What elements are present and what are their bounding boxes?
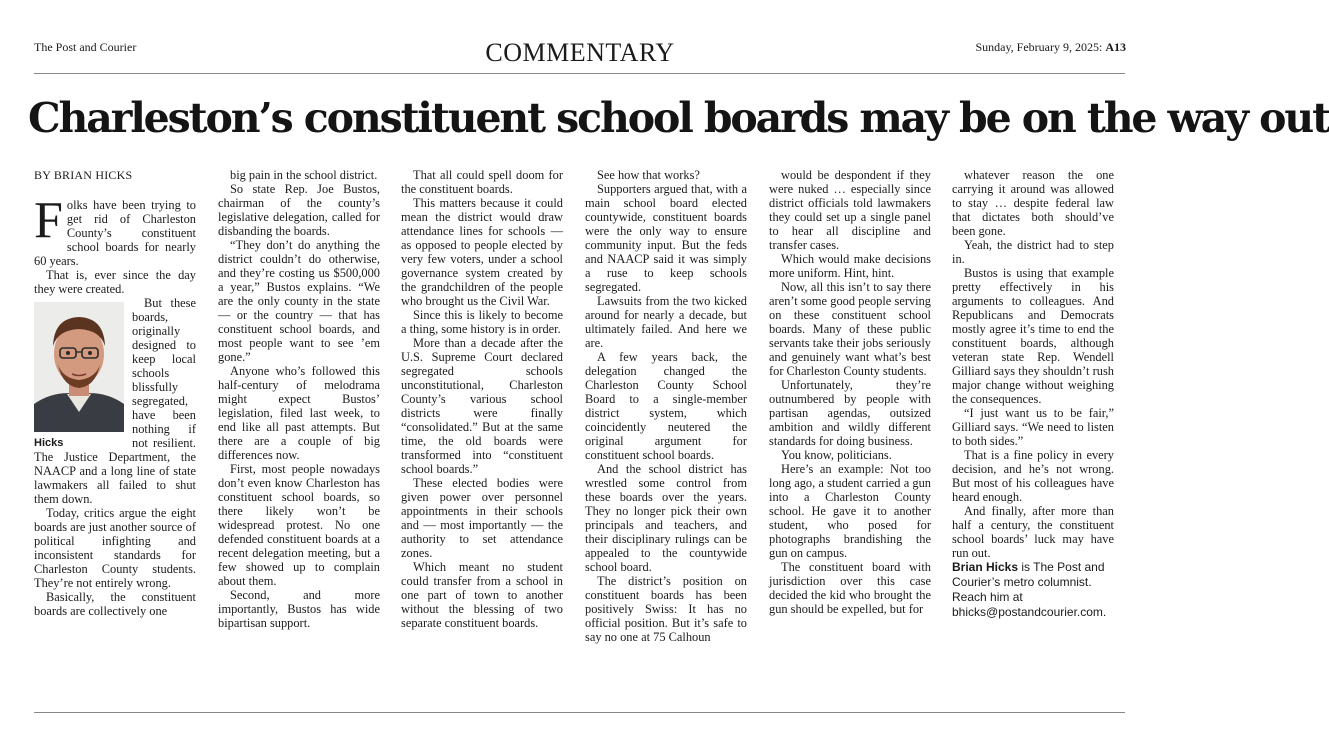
page-number: A13	[1105, 40, 1126, 54]
tagline-author: Brian Hicks	[952, 560, 1019, 574]
paragraph: But these boards, originally designed to keep local schools blissfully segregated, have been nothing if not resilient. The Justice Department, the NAACP and a long line of state lawmakers all failed to shut them down.	[34, 296, 196, 506]
paragraph: These elected bodies were given power over personnel appointments in their schools and — most importantly — the authority to set attendance zones.	[401, 476, 563, 560]
paragraph: You know, politicians.	[781, 448, 892, 462]
paragraph: Second, and more importantly, Bustos has wide bipartisan support.	[218, 588, 380, 630]
tagline-text: is The Post and Courier’s metro columnist. Reach him at bhicks@postandcourier.com.	[952, 560, 1107, 619]
paragraph: More than a decade after the U.S. Supreme Court declared segregated schools unconstitutional, Charleston County’s various school districts were finally “consolidated.” But at the same time, the old boards were transformed into “constituent school boards.”	[401, 336, 563, 476]
paragraph: Bustos is using that example pretty effectively in his arguments to colleagues. And Republicans and Democrats mostly agree it’s time to end the constituent boards, although veteran state Rep. Wendell Gilliard says they shouldn’t rush major change without weighing the consequences.	[952, 266, 1114, 406]
paragraph: big pain in the school district.	[230, 168, 378, 182]
drop-cap: F	[34, 192, 63, 249]
paragraph: That all could spell doom for the constituent boards.	[401, 168, 563, 196]
paragraph: The district’s position on constituent boards has been positively Swiss: It has no official position. But it’s safe to say no one at 75 Calhoun	[585, 574, 747, 644]
paragraph: Today, critics argue the eight boards are just another source of political infighting and inconsistent standards for Charleston County students. They’re not entirely wrong.	[34, 506, 196, 590]
column-2	[218, 168, 380, 708]
paragraph: A few years back, the delegation changed the Charleston County School Board to a single-member district system, which coincidently neutered the original argument for constituent school boards.	[585, 350, 747, 462]
footer-rule	[34, 712, 1125, 713]
paragraph: Since this is likely to become a thing, some history is in order.	[401, 308, 563, 336]
paragraph: Yeah, the district had to step in.	[952, 238, 1114, 266]
paragraph: Unfortunately, they’re outnumbered by people with partisan agendas, outsized ambition and wildly different standards for doing business.	[769, 378, 931, 448]
paragraph: The constituent board with jurisdiction over this case decided the kid who brought the gun should be expelled, but for	[769, 560, 931, 616]
headline: Charleston’s constituent school boards may be on the way out	[28, 94, 1329, 142]
byline: BY BRIAN HICKS	[34, 168, 133, 182]
column-6	[952, 168, 1114, 708]
paragraph: This matters because it could mean the district would draw attendance lines for schools — as opposed to people elected by very few voters, under a school governance system created by the grandchildren of the people who brought us the Civil War.	[401, 196, 563, 308]
photo-caption: Hicks	[34, 437, 64, 449]
paragraph: Which would make decisions more uniform. Hint, hint.	[769, 252, 931, 280]
paragraph: “I just want us to be fair,” Gilliard says. “We need to listen to both sides.”	[952, 406, 1114, 448]
paragraph: Which meant no student could transfer from a school in one part of town to another without the blessing of two separate constituent boards.	[401, 560, 563, 630]
section-title: COMMENTARY	[485, 38, 675, 67]
paragraph: And the school district has wrestled some control from these boards over the years. They no longer pick their own principals and teachers, and their disciplinary rulings can be appealed to the countywide school board.	[585, 462, 747, 574]
paragraph: See how that works?	[597, 168, 700, 182]
header-rule	[34, 73, 1125, 74]
paragraph: Basically, the constituent boards are collectively one	[34, 590, 196, 618]
lead-paragraph	[34, 192, 196, 268]
paragraph: would be despondent if they were nuked … especially since district officials told lawmakers they could set up a single panel to hear all discipline and transfer cases.	[769, 168, 931, 252]
page-header	[34, 38, 1126, 66]
lead-text: olks have been trying to get rid of Charleston County’s constituent school boards for nearly 60 years.	[34, 198, 196, 268]
paragraph: whatever reason the one carrying it around was allowed to stay … despite federal law that dictates both should’ve been gone.	[952, 168, 1114, 238]
author-photo-block	[34, 302, 126, 450]
column-5	[769, 168, 931, 708]
date-text: Sunday, February 9, 2025:	[975, 40, 1103, 54]
paragraph: Supporters argued that, with a main school board elected countywide, constituent boards were the only way to ensure community input. But the feds and NAACP said it was simply a ruse to keep schools segregated.	[585, 182, 747, 294]
paragraph: Anyone who’s followed this half-century of melodrama might expect Bustos’ legislation, filed last week, to end like all past attempts. But there are a couple of big differences now.	[218, 364, 380, 462]
paragraph: That is, ever since the day they were created.	[34, 268, 196, 296]
paragraph: So state Rep. Joe Bustos, chairman of the county’s legislative delegation, called for disbanding the boards.	[218, 182, 380, 238]
paragraph: Now, all this isn’t to say there aren’t some good people serving on these constituent school boards. Many of these public servants take their jobs seriously and genuinely want what’s best for Charleston County students.	[769, 280, 931, 378]
paragraph: First, most people nowadays don’t even know Charleston has constituent school boards, so there likely won’t be widespread protest. No one defended constituent boards at a recent delegation meeting, but a few showed up to complain about them.	[218, 462, 380, 588]
paragraph: That is a fine policy in every decision, and he’s not wrong. But most of his colleagues have heard enough.	[952, 448, 1114, 504]
paragraph: And finally, after more than half a century, the constituent school boards’ luck may have run out.	[952, 504, 1114, 560]
column-3	[401, 168, 563, 708]
paragraph: Here’s an example: Not too long ago, a student carried a gun into a Charleston County school. He gave it to another student, who posed for photographs brandishing the gun on campus.	[769, 462, 931, 560]
issue-date	[975, 40, 1126, 55]
author-photo	[34, 302, 124, 432]
column-4	[585, 168, 747, 708]
paragraph: Lawsuits from the two kicked around for nearly a decade, but ultimately failed. And here we are.	[585, 294, 747, 350]
newspaper-name: The Post and Courier	[34, 40, 137, 54]
paragraph: “They don’t do anything the district couldn’t do otherwise, and they’re costing us $500,000 a year,” Bustos explains. “We are the only county in the state — or the country — that has constituent school boards, and most people want to see ’em gone.”	[218, 238, 380, 364]
author-tagline	[952, 560, 1114, 620]
column-1	[34, 168, 196, 708]
